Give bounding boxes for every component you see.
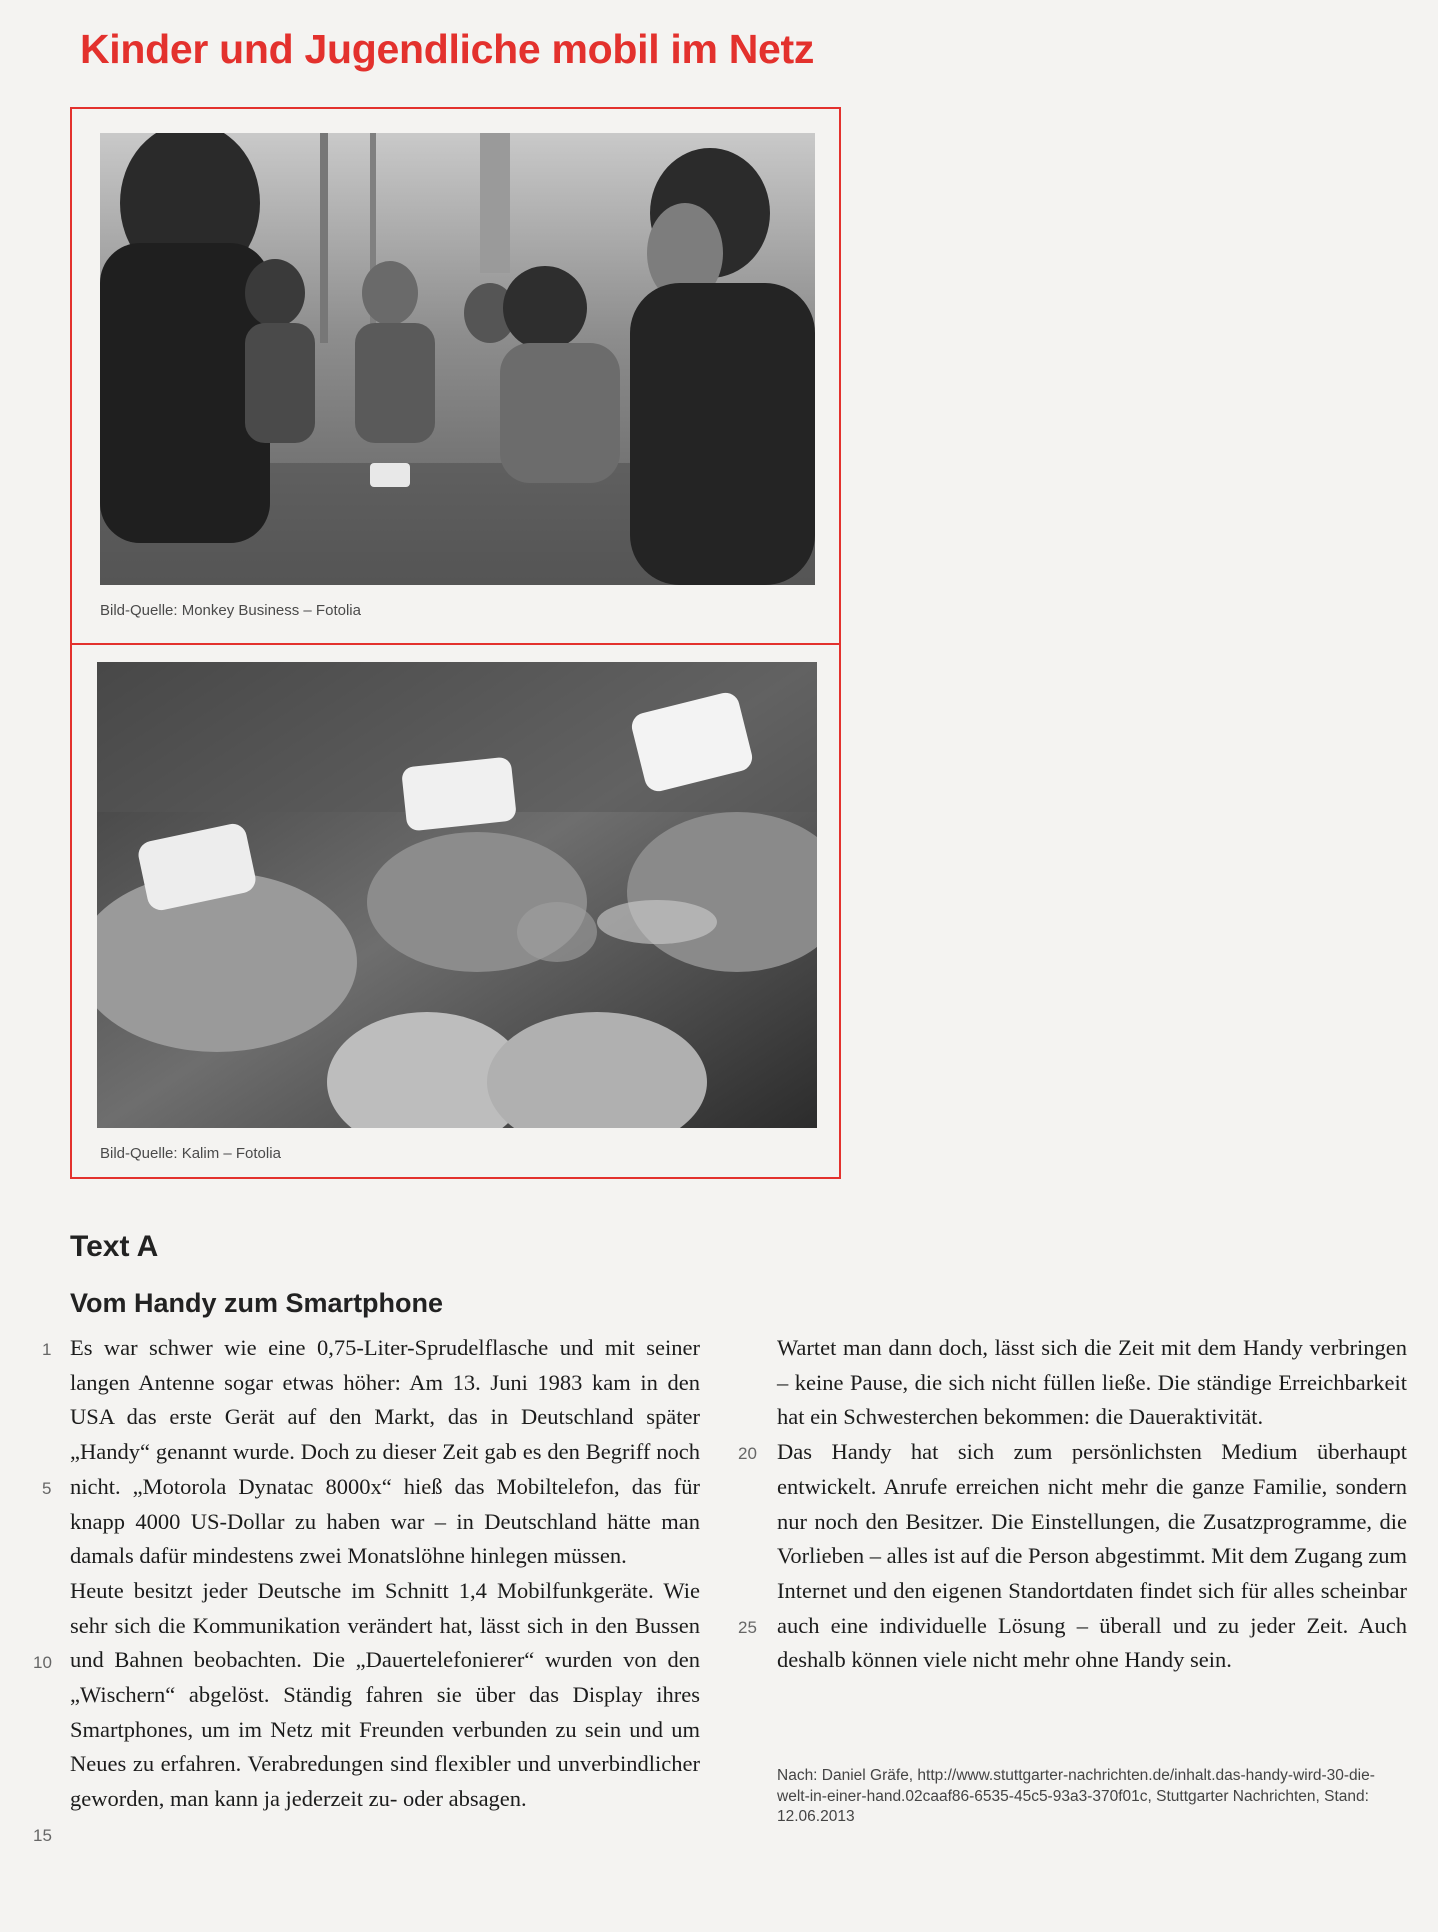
paragraph: Heute besitzt jeder Deutsche im Schnitt 1,4 Mobilfunkgeräte. Wie sehr sich die Kommunikation verändert hat, lässt sich in den Bussen und Bahnen beobachten. Die „Dauertelefonierer“ wurden von den „Wischern“ abgelöst. Ständig fahren sie über das Display ihres Smartphones, um im Netz mit Freunden verbunden zu sein und um Neues zu erfahren. Verabredungen sind flexibler und unverbindlicher geworden, man kann ja jederzeit zu- oder absagen. xyxy=(70,1577,700,1812)
line-number: 10 xyxy=(33,1653,52,1672)
photo-credit: Bild-Quelle: Monkey Business – Fotolia xyxy=(100,602,361,619)
paragraph: Wartet man dann doch, lässt sich die Zeit mit dem Handy verbringen – keine Pause, die sich nicht füllen ließe. Die ständige Erreichbarkeit hat ein Schwesterchen bekommen: die Daueraktivität. xyxy=(777,1335,1407,1430)
photo-hands-with-smartphones xyxy=(97,662,817,1128)
divider xyxy=(72,643,839,645)
article-column-right xyxy=(777,1331,1407,1678)
line-number: 1 xyxy=(42,1340,52,1359)
photo-credit: Bild-Quelle: Kalim – Fotolia xyxy=(100,1145,281,1162)
line-number: 20 xyxy=(738,1444,757,1463)
line-number: 25 xyxy=(738,1618,757,1637)
paragraph: Das Handy hat sich zum persönlichsten Medium überhaupt entwickelt. Anrufe erreichen nicht mehr die ganze Familie, sondern nur noch den Besitzer. Die Einstellungen, die Zusatzprogramme, die Vorlieben – alles ist auf die Person abgestimmt. Mit dem Zugang zum Internet und den eigenen Standortdaten findet sich für alles scheinbar auch eine individuelle Lösung – überall und zu jeder Zeit. Auch deshalb können viele nicht mehr ohne Handy sein. xyxy=(777,1439,1407,1673)
article-title: Vom Handy zum Smartphone xyxy=(70,1288,444,1318)
page-title: Kinder und Jugendliche mobil im Netz xyxy=(80,26,815,72)
photo-box xyxy=(70,107,841,1179)
source-citation: Nach: Daniel Gräfe, http://www.stuttgarter-nachrichten.de/inhalt.das-handy-wird-30-die-welt-in-einer-hand.02caaf86-6535-45c5-93a3-370f01c, Stuttgarter Nachrichten, Stand: 12.06.2013 xyxy=(777,1767,1375,1825)
section-label: Text A xyxy=(70,1230,159,1263)
line-number: 5 xyxy=(42,1479,52,1498)
article-column-left xyxy=(70,1331,700,1817)
photo-kids-with-phones xyxy=(100,133,815,585)
line-number: 15 xyxy=(33,1826,52,1845)
paragraph: Es war schwer wie eine 0,75-Liter-Sprudelflasche und mit seiner langen Antenne sogar etwas höher: Am 13. Juni 1983 kam in den USA das erste Gerät auf den Markt, das in Deutschland später „Handy“ genannt wurde. Doch zu dieser Zeit gab es den Begriff noch nicht. „Motorola Dynatac 8000x“ hieß das Mobiltelefon, das für knapp 4000 US-Dollar zu haben war – in Deutschland hätte man damals dafür mindestens zwei Monatslöhne hinlegen müssen. xyxy=(70,1335,700,1569)
